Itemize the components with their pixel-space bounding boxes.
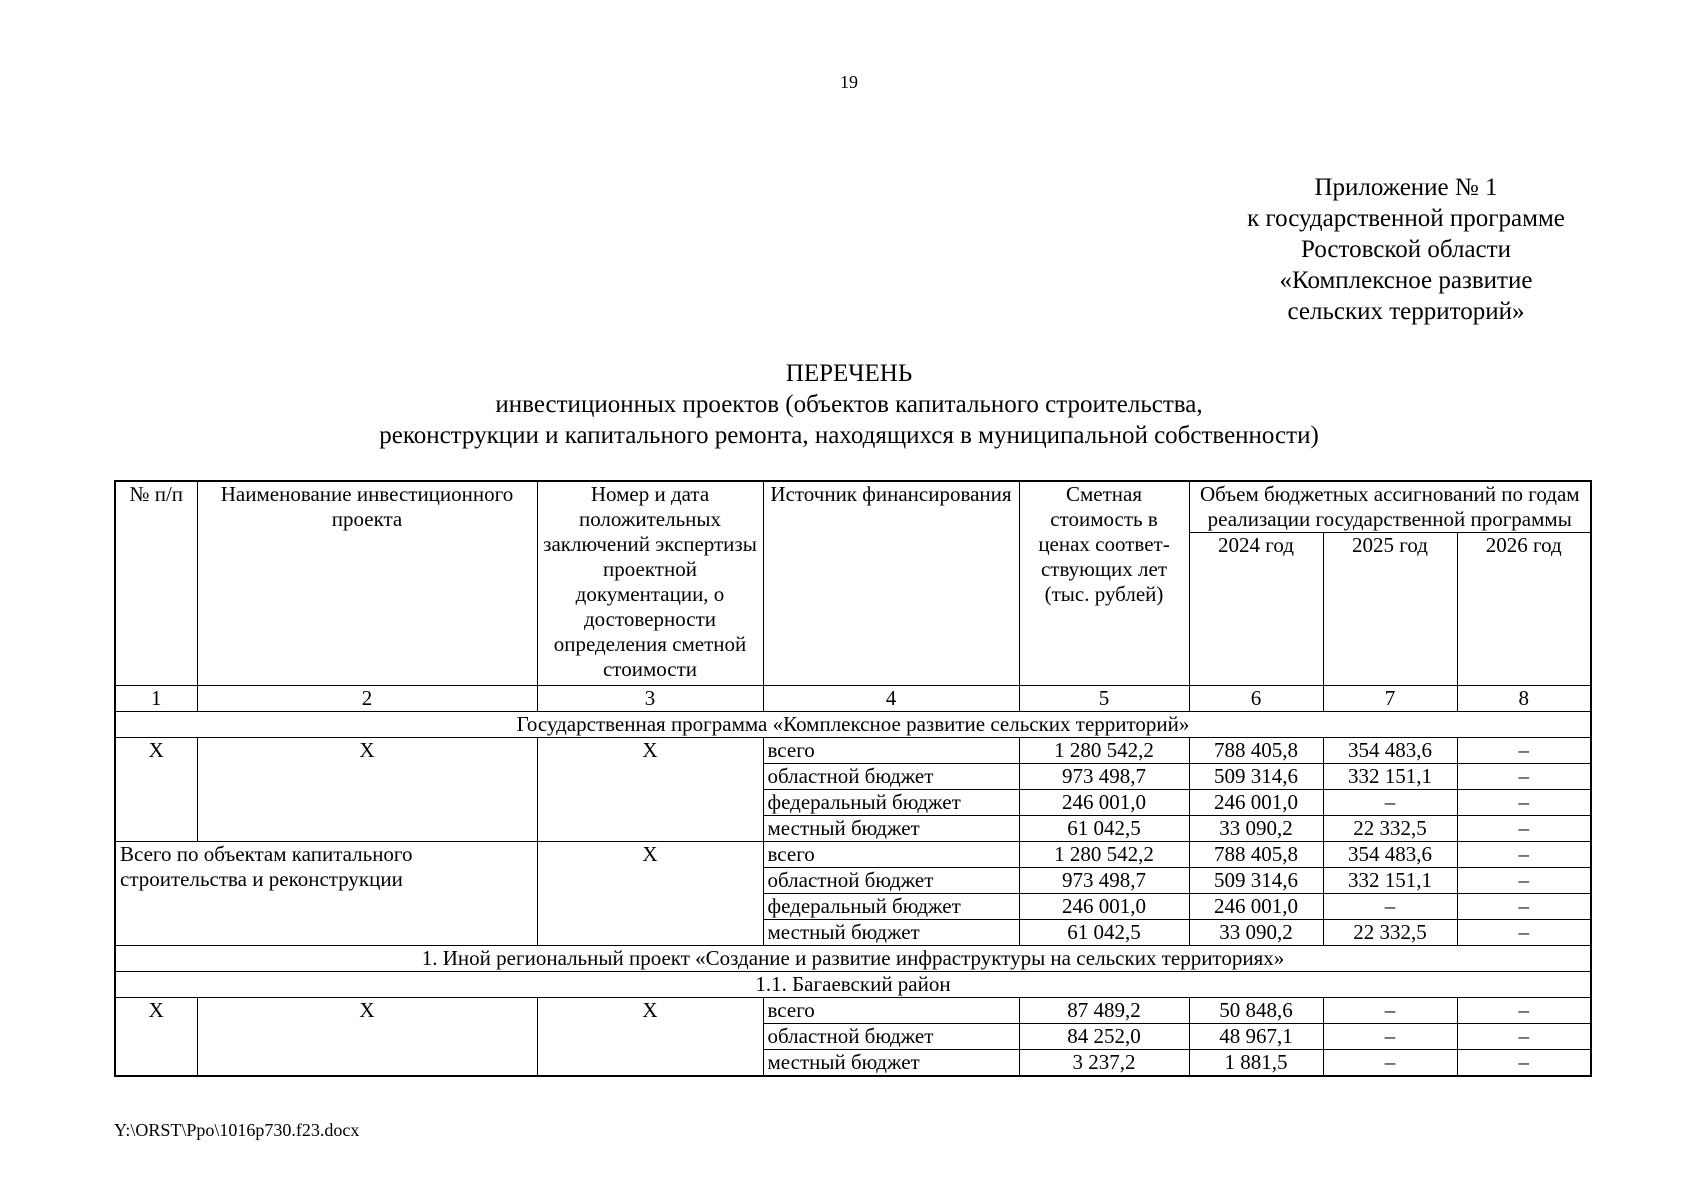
header-expertise: Номер и дата положительных заключений экспертизы проектной документации, о достоверности определения сметной стоимости — [537, 481, 763, 686]
column-number: 4 — [763, 686, 1019, 712]
document-title — [0, 358, 1698, 451]
district-title-row — [115, 972, 1591, 998]
row-2025: – — [1323, 790, 1457, 816]
row-2024: 50 848,6 — [1189, 998, 1323, 1024]
column-number: 2 — [197, 686, 537, 712]
header-year-2025: 2025 год — [1323, 533, 1457, 686]
row-source: федеральный бюджет — [763, 790, 1019, 816]
row-num: Х — [115, 738, 197, 842]
row-expertise: Х — [537, 998, 763, 1077]
row-2025: 22 332,5 — [1323, 816, 1457, 842]
title-heading: ПЕРЕЧЕНЬ — [785, 360, 913, 387]
project-title: 1. Иной региональный проект «Создание и развитие инфраструктуры на сельских территориях» — [115, 946, 1591, 972]
title-line: реконструкции и капитального ремонта, находящихся в муниципальной собственности) — [379, 422, 1319, 449]
row-2026: – — [1457, 894, 1591, 920]
table-row — [115, 738, 1591, 764]
row-source: областной бюджет — [763, 764, 1019, 790]
table-row — [115, 998, 1591, 1024]
row-2026: – — [1457, 1024, 1591, 1050]
row-2025: – — [1323, 1024, 1457, 1050]
column-number: 6 — [1189, 686, 1323, 712]
row-source: местный бюджет — [763, 920, 1019, 946]
column-numbers-row — [115, 686, 1591, 712]
project-title-row — [115, 946, 1591, 972]
row-2026: – — [1457, 920, 1591, 946]
row-source: областной бюджет — [763, 868, 1019, 894]
row-2024: 246 001,0 — [1189, 790, 1323, 816]
row-cost: 1 280 542,2 — [1019, 842, 1189, 868]
row-source: всего — [763, 842, 1019, 868]
row-source: всего — [763, 738, 1019, 764]
row-source: всего — [763, 998, 1019, 1024]
appendix-line: к государственной программе — [1247, 205, 1565, 232]
row-2025: – — [1323, 998, 1457, 1024]
header-num: № п/п — [115, 481, 197, 686]
column-number: 3 — [537, 686, 763, 712]
appendix-line: «Комплексное развитие — [1279, 267, 1533, 294]
row-cost: 61 042,5 — [1019, 816, 1189, 842]
column-number: 5 — [1019, 686, 1189, 712]
row-2024: 1 881,5 — [1189, 1050, 1323, 1077]
row-name: Всего по объектам капитального строительства и реконструкции — [115, 842, 537, 946]
district-title: 1.1. Багаевский район — [115, 972, 1591, 998]
row-cost: 87 489,2 — [1019, 998, 1189, 1024]
program-title: Государственная программа «Комплексное развитие сельских территорий» — [115, 712, 1591, 738]
row-cost: 246 001,0 — [1019, 894, 1189, 920]
title-line: инвестиционных проектов (объектов капитального строительства, — [495, 391, 1203, 418]
column-number: 8 — [1457, 686, 1591, 712]
row-source: местный бюджет — [763, 816, 1019, 842]
row-source: областной бюджет — [763, 1024, 1019, 1050]
row-2024: 246 001,0 — [1189, 894, 1323, 920]
row-2024: 788 405,8 — [1189, 738, 1323, 764]
row-name: Х — [197, 998, 537, 1077]
appendix-line: Приложение № 1 — [1314, 174, 1498, 201]
row-cost: 973 498,7 — [1019, 868, 1189, 894]
header-source: Источник финансирования — [763, 481, 1019, 686]
row-2025: – — [1323, 894, 1457, 920]
appendix-line: сельских территорий» — [1287, 298, 1525, 325]
header-cost: Сметная стоимость в ценах соответ-ствующих лет (тыс. рублей) — [1019, 481, 1189, 686]
row-2026: – — [1457, 790, 1591, 816]
row-cost: 246 001,0 — [1019, 790, 1189, 816]
row-2026: – — [1457, 764, 1591, 790]
row-2025: 332 151,1 — [1323, 868, 1457, 894]
row-expertise: Х — [537, 738, 763, 842]
row-2026: – — [1457, 998, 1591, 1024]
row-2025: 332 151,1 — [1323, 764, 1457, 790]
page-number: 19 — [840, 72, 858, 92]
row-2026: – — [1457, 738, 1591, 764]
row-cost: 973 498,7 — [1019, 764, 1189, 790]
program-title-row — [115, 712, 1591, 738]
row-2024: 48 967,1 — [1189, 1024, 1323, 1050]
row-source: федеральный бюджет — [763, 894, 1019, 920]
row-cost: 1 280 542,2 — [1019, 738, 1189, 764]
row-2025: – — [1323, 1050, 1457, 1077]
row-2024: 509 314,6 — [1189, 868, 1323, 894]
row-2025: 354 483,6 — [1323, 738, 1457, 764]
investment-projects-table — [114, 480, 1592, 1077]
header-row — [115, 481, 1591, 533]
header-name: Наименование инвестиционного проекта — [197, 481, 537, 686]
row-2026: – — [1457, 842, 1591, 868]
row-2026: – — [1457, 816, 1591, 842]
row-2025: 354 483,6 — [1323, 842, 1457, 868]
row-2024: 33 090,2 — [1189, 816, 1323, 842]
row-2026: – — [1457, 868, 1591, 894]
row-cost: 61 042,5 — [1019, 920, 1189, 946]
row-cost: 84 252,0 — [1019, 1024, 1189, 1050]
header-year-2024: 2024 год — [1189, 533, 1323, 686]
row-source: местный бюджет — [763, 1050, 1019, 1077]
row-2024: 33 090,2 — [1189, 920, 1323, 946]
row-cost: 3 237,2 — [1019, 1050, 1189, 1077]
row-num: Х — [115, 998, 197, 1077]
row-2025: 22 332,5 — [1323, 920, 1457, 946]
file-path: Y:\ORST\Ppo\1016p730.f23.docx — [114, 1120, 360, 1140]
table-row — [115, 842, 1591, 868]
appendix-line: Ростовской области — [1301, 236, 1511, 263]
row-name: Х — [197, 738, 537, 842]
row-expertise: Х — [537, 842, 763, 946]
row-2024: 788 405,8 — [1189, 842, 1323, 868]
row-2026: – — [1457, 1050, 1591, 1077]
header-year-2026: 2026 год — [1457, 533, 1591, 686]
row-2024: 509 314,6 — [1189, 764, 1323, 790]
column-number: 1 — [115, 686, 197, 712]
column-number: 7 — [1323, 686, 1457, 712]
appendix-block — [1196, 172, 1616, 327]
header-volume: Объем бюджетных ассигнований по годам реализации государственной программы — [1189, 481, 1591, 533]
